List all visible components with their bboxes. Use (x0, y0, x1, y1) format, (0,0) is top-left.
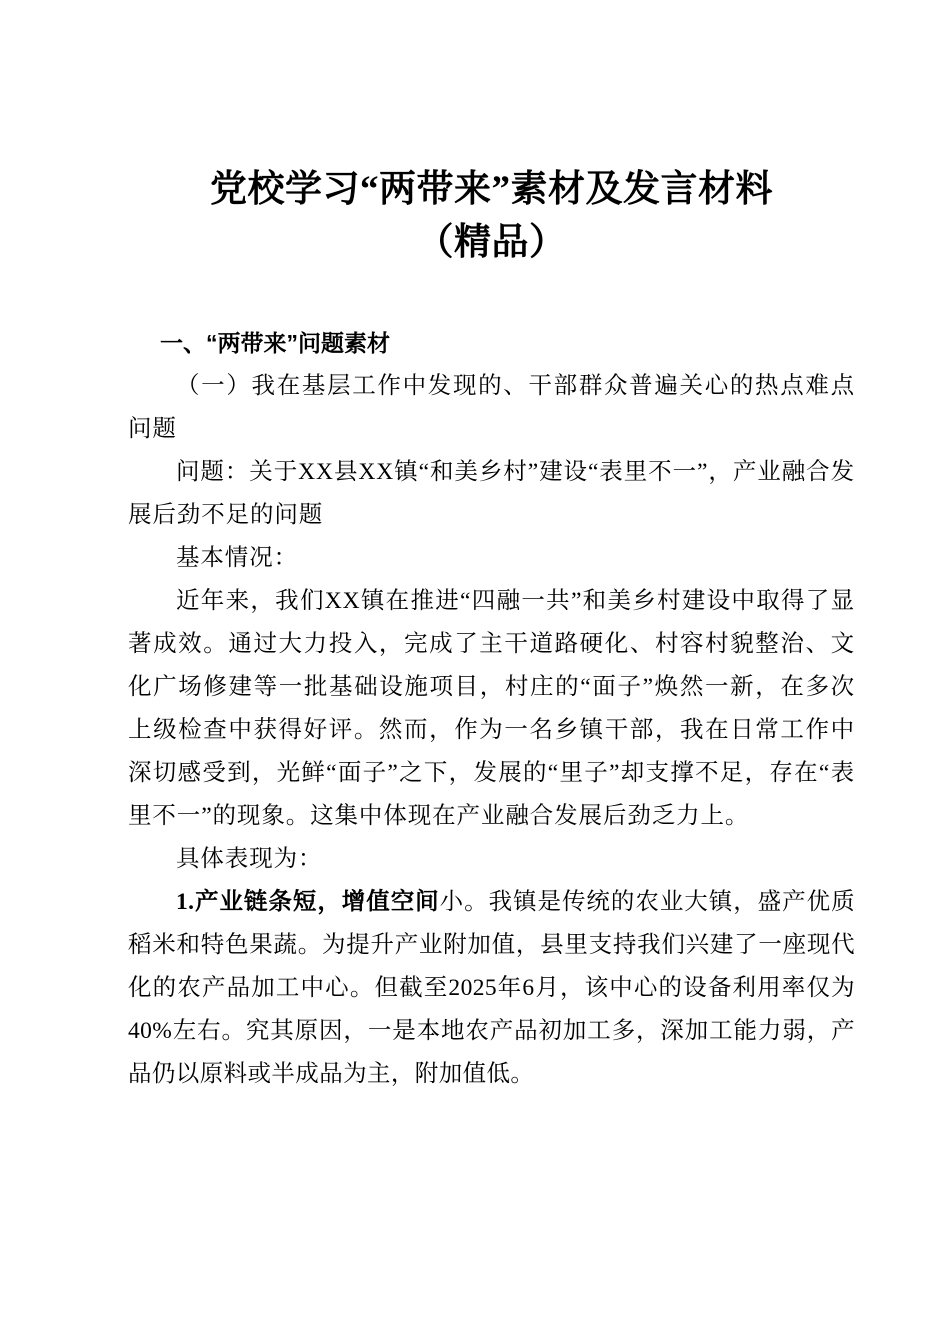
paragraph-subsection-1: （一）我在基层工作中发现的、干部群众普遍关心的热点难点问题 (128, 373, 855, 442)
page-title (128, 163, 855, 269)
paragraph-problem-statement: 问题：关于XX县XX镇“和美乡村”建设“表里不一”，产业融合发展后劲不足的问题 (128, 459, 855, 528)
paragraph-basic-situation-label: 基本情况： (176, 545, 298, 571)
section-heading-1: 一、“两带来”问题素材 (160, 330, 390, 356)
page-title-line-2: （精品） (416, 222, 567, 263)
paragraph-item-1-bold-prefix: 1.产业链条短，增值空间 (176, 889, 440, 915)
page-title-line-1: 党校学习“两带来”素材及发言材料 (210, 169, 773, 210)
paragraph-basic-situation-body: 近年来，我们XX镇在推进“四融一共”和美乡村建设中取得了显著成效。通过大力投入，完成了主干道路硬化、村容村貌整治、文化广场修建等一批基础设施项目，村庄的“面子”焕然一新，在多次上级检查中获得好评。然而，作为一名乡镇干部，我在日常工作中深切感受到，光鲜“面子”之下，发展的“里子”却支撑不足，存在“表里不一”的现象。这集中体现在产业融合发展后劲乏力上。 (128, 588, 855, 829)
paragraph-specific-label: 具体表现为： (176, 846, 323, 872)
paragraph-item-1-body: 小。我镇是传统的农业大镇，盛产优质稻米和特色果蔬。为提升产业附加值，县里支持我们兴建了一座现代化的农产品加工中心。但截至2025年6月，该中心的设备利用率仅为40%左右。究其原因，一是本地农产品初加工多，深加工能力弱，产品仍以原料或半成品为主，附加值低。 (128, 889, 855, 1087)
document-body (128, 322, 855, 1096)
paragraph-item-1 (128, 881, 855, 1096)
